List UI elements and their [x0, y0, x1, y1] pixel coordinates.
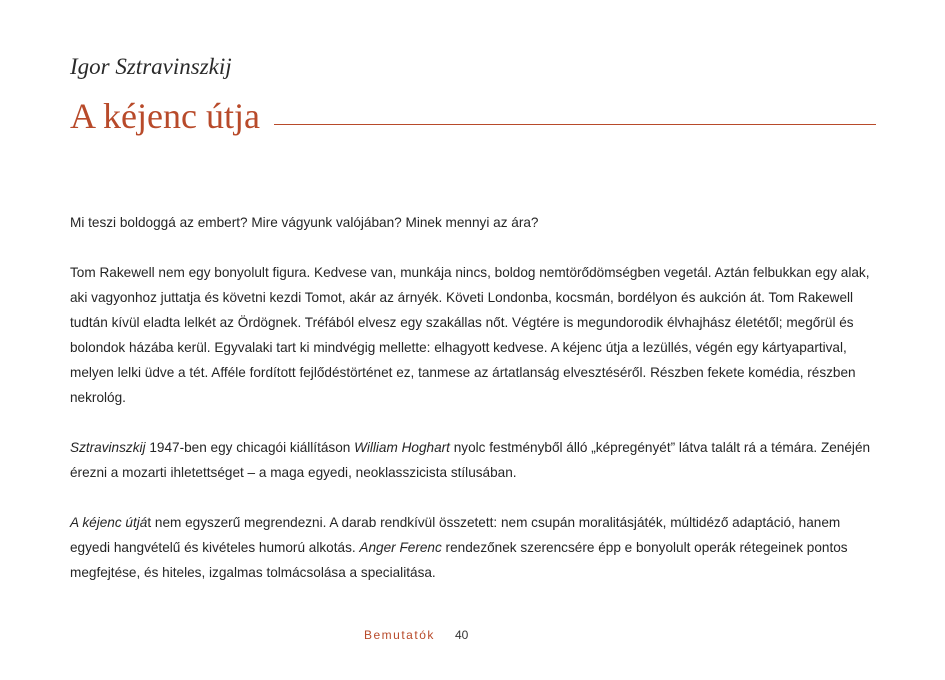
page-footer — [0, 628, 945, 648]
author-name: Igor Sztravinszkij — [70, 54, 232, 79]
footer-section-label: Bemutatók — [364, 628, 435, 642]
composer-name: Sztravinszkij — [70, 440, 146, 455]
title-rule — [274, 124, 876, 125]
title-row — [70, 92, 876, 136]
director-name: Anger Ferenc — [359, 540, 442, 555]
paragraph-composer — [70, 435, 875, 485]
painter-name: William Hoghart — [354, 440, 450, 455]
opera-title-ref: A kéjenc útjá — [70, 515, 148, 530]
paragraph-story: Tom Rakewell nem egy bonyolult figura. Kedvese van, munkája nincs, boldog nemtörődömségben vegetál. Aztán felbukkan egy alak, aki vagyonhoz juttatja és követni kezdi Tomot, akár az árnyék. Követi Londonba, kocsmán, bordélyon és aukción át. Tom Rakewell tudtán kívül eladta lelkét az Ördögnek. Tréfából elvesz egy szakállas nőt. Végtére is megundorodik élvhajhász életétől; megőrül és bolondok házába kerül. Egyvalaki tart ki mindvégig mellette: elhagyott kedvese. A kéjenc útja a lezüllés, végén egy kártyapartival, melyen lelki üdve a tét. Afféle fordított fejlődéstörténet ez, tanmese az ártatlanság elvesztéséről. Részben fekete komédia, részben nekrológ. — [70, 265, 870, 405]
paragraph-production — [70, 510, 875, 585]
composer-text-1: 1947-ben egy chicagói kiállításon — [145, 440, 355, 455]
composer-text-2: nyolc festményből álló „képregényét” látva talált rá a témára. Zenéjén érezni a mozarti ihletettséget – a maga egyedi, neoklasszicista stílusában. — [70, 440, 871, 480]
production-text-1: t nem egyszerű megrendezni. A darab rendkívül összetett: nem csupán moralitásjáték, múltidéző adaptáció, hanem egyedi hangvételű és kivételes humorú alkotás. — [70, 515, 841, 555]
page-title: A kéjenc útja — [70, 96, 260, 136]
paragraph-intro: Mi teszi boldoggá az embert? Mire vágyunk valójában? Minek mennyi az ára? — [70, 215, 539, 230]
article-body — [70, 210, 875, 585]
production-text-2: rendezőnek szerencsére épp e bonyolult operák rétegeinek pontos megfejtése, és hiteles, izgalmas tolmácsolása a specialitása. — [70, 540, 848, 580]
page-number: 40 — [455, 628, 469, 642]
